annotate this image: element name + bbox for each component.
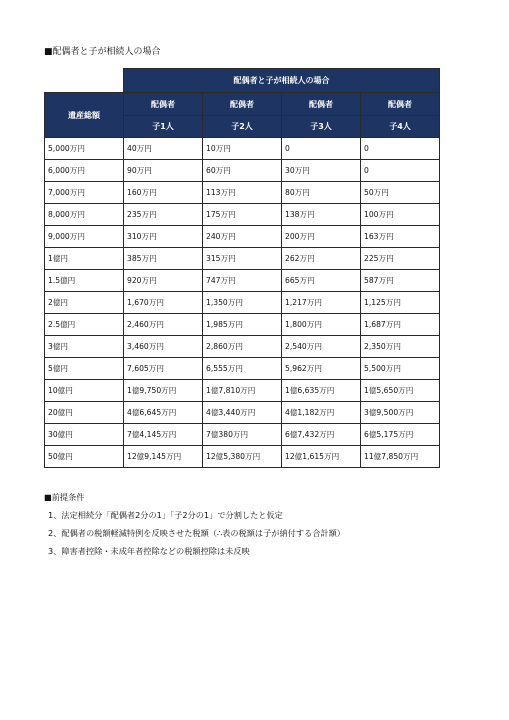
conditions-title: ■前提条件	[44, 492, 85, 502]
tax-amount-cell: 90万円	[124, 160, 203, 182]
tax-amount-cell: 12億9,145万円	[124, 446, 203, 468]
table-row	[45, 424, 440, 446]
tax-amount-cell: 200万円	[282, 226, 361, 248]
estate-amount-cell: 5,000万円	[45, 138, 124, 160]
table-row	[45, 380, 440, 402]
tax-amount-cell: 175万円	[203, 204, 282, 226]
inheritance-tax-table	[44, 68, 440, 468]
table-row	[45, 402, 440, 424]
tax-amount-cell: 1,350万円	[203, 292, 282, 314]
tax-amount-cell: 160万円	[124, 182, 203, 204]
col-header-spouse: 配偶者	[124, 93, 203, 116]
estate-amount-cell: 30億円	[45, 424, 124, 446]
estate-amount-cell: 20億円	[45, 402, 124, 424]
tax-amount-cell: 5,500万円	[361, 358, 440, 380]
estate-amount-cell: 6,000万円	[45, 160, 124, 182]
col-header-spouse: 配偶者	[282, 93, 361, 116]
group-header: 配偶者と子が相続人の場合	[124, 69, 440, 93]
table-row	[45, 138, 440, 160]
tax-amount-cell: 4億3,440万円	[203, 402, 282, 424]
table-row	[45, 336, 440, 358]
tax-amount-cell: 7,605万円	[124, 358, 203, 380]
tax-amount-cell: 2,860万円	[203, 336, 282, 358]
tax-amount-cell: 4億1,182万円	[282, 402, 361, 424]
table-row	[45, 270, 440, 292]
tax-amount-cell: 235万円	[124, 204, 203, 226]
tax-amount-cell: 80万円	[282, 182, 361, 204]
tax-amount-cell: 310万円	[124, 226, 203, 248]
col-header-children: 子1人	[124, 116, 203, 138]
tax-amount-cell: 4億6,645万円	[124, 402, 203, 424]
estate-amount-cell: 7,000万円	[45, 182, 124, 204]
estate-amount-cell: 10億円	[45, 380, 124, 402]
table-row	[45, 204, 440, 226]
condition-item: 1、法定相続分「配偶者2分の1」「子2分の1」で分割したと仮定	[48, 510, 283, 520]
table-row	[45, 226, 440, 248]
tax-amount-cell: 60万円	[203, 160, 282, 182]
tax-amount-cell: 7億4,145万円	[124, 424, 203, 446]
estate-amount-cell: 1.5億円	[45, 270, 124, 292]
section-title: ■配偶者と子が相続人の場合	[44, 47, 161, 57]
tax-amount-cell: 385万円	[124, 248, 203, 270]
estate-amount-cell: 2億円	[45, 292, 124, 314]
col-header-spouse: 配偶者	[203, 93, 282, 116]
table-row	[45, 314, 440, 336]
table-row	[45, 292, 440, 314]
tax-amount-cell: 1,985万円	[203, 314, 282, 336]
tax-amount-cell: 240万円	[203, 226, 282, 248]
tax-amount-cell: 0	[361, 160, 440, 182]
tax-amount-cell: 2,540万円	[282, 336, 361, 358]
col-header-spouse: 配偶者	[361, 93, 440, 116]
tax-amount-cell: 6,555万円	[203, 358, 282, 380]
tax-amount-cell: 0	[361, 138, 440, 160]
estate-amount-cell: 8,000万円	[45, 204, 124, 226]
estate-amount-cell: 5億円	[45, 358, 124, 380]
col-header-children: 子3人	[282, 116, 361, 138]
estate-amount-cell: 9,000万円	[45, 226, 124, 248]
tax-amount-cell: 1億9,750万円	[124, 380, 203, 402]
tax-amount-cell: 12億1,615万円	[282, 446, 361, 468]
tax-amount-cell: 0	[282, 138, 361, 160]
tax-amount-cell: 1,687万円	[361, 314, 440, 336]
tax-amount-cell: 50万円	[361, 182, 440, 204]
tax-amount-cell: 1,670万円	[124, 292, 203, 314]
tax-amount-cell: 113万円	[203, 182, 282, 204]
tax-amount-cell: 747万円	[203, 270, 282, 292]
estate-amount-cell: 1億円	[45, 248, 124, 270]
tax-amount-cell: 138万円	[282, 204, 361, 226]
tax-amount-cell: 2,460万円	[124, 314, 203, 336]
condition-item: 2、配偶者の税額軽減特例を反映させた税額（∴表の税額は子が納付する合計額）	[48, 528, 345, 538]
tax-amount-cell: 3億9,500万円	[361, 402, 440, 424]
table-body	[45, 138, 440, 468]
estate-amount-cell: 2.5億円	[45, 314, 124, 336]
tax-amount-cell: 1億6,635万円	[282, 380, 361, 402]
tax-amount-cell: 1億7,810万円	[203, 380, 282, 402]
table-row	[45, 182, 440, 204]
tax-amount-cell: 11億7,850万円	[361, 446, 440, 468]
tax-amount-cell: 1億5,650万円	[361, 380, 440, 402]
tax-amount-cell: 12億5,380万円	[203, 446, 282, 468]
tax-amount-cell: 6億7,432万円	[282, 424, 361, 446]
estate-header: 遺産総額	[45, 93, 124, 138]
tax-amount-cell: 920万円	[124, 270, 203, 292]
tax-amount-cell: 1,217万円	[282, 292, 361, 314]
table-row	[45, 248, 440, 270]
tax-amount-cell: 315万円	[203, 248, 282, 270]
tax-amount-cell: 1,800万円	[282, 314, 361, 336]
tax-amount-cell: 587万円	[361, 270, 440, 292]
tax-amount-cell: 1,125万円	[361, 292, 440, 314]
tax-amount-cell: 665万円	[282, 270, 361, 292]
tax-amount-cell: 225万円	[361, 248, 440, 270]
table-row	[45, 160, 440, 182]
tax-amount-cell: 30万円	[282, 160, 361, 182]
tax-amount-cell: 5,962万円	[282, 358, 361, 380]
estate-amount-cell: 50億円	[45, 446, 124, 468]
table-row	[45, 446, 440, 468]
tax-amount-cell: 6億5,175万円	[361, 424, 440, 446]
tax-amount-cell: 100万円	[361, 204, 440, 226]
tax-amount-cell: 163万円	[361, 226, 440, 248]
tax-amount-cell: 7億380万円	[203, 424, 282, 446]
header-blank-cell	[45, 69, 124, 93]
tax-amount-cell: 262万円	[282, 248, 361, 270]
estate-amount-cell: 3億円	[45, 336, 124, 358]
tax-amount-cell: 40万円	[124, 138, 203, 160]
condition-item: 3、障害者控除・未成年者控除などの税額控除は未反映	[48, 546, 250, 556]
col-header-children: 子2人	[203, 116, 282, 138]
tax-amount-cell: 3,460万円	[124, 336, 203, 358]
tax-amount-cell: 10万円	[203, 138, 282, 160]
table-row	[45, 358, 440, 380]
col-header-children: 子4人	[361, 116, 440, 138]
tax-amount-cell: 2,350万円	[361, 336, 440, 358]
conditions-section	[44, 491, 345, 563]
